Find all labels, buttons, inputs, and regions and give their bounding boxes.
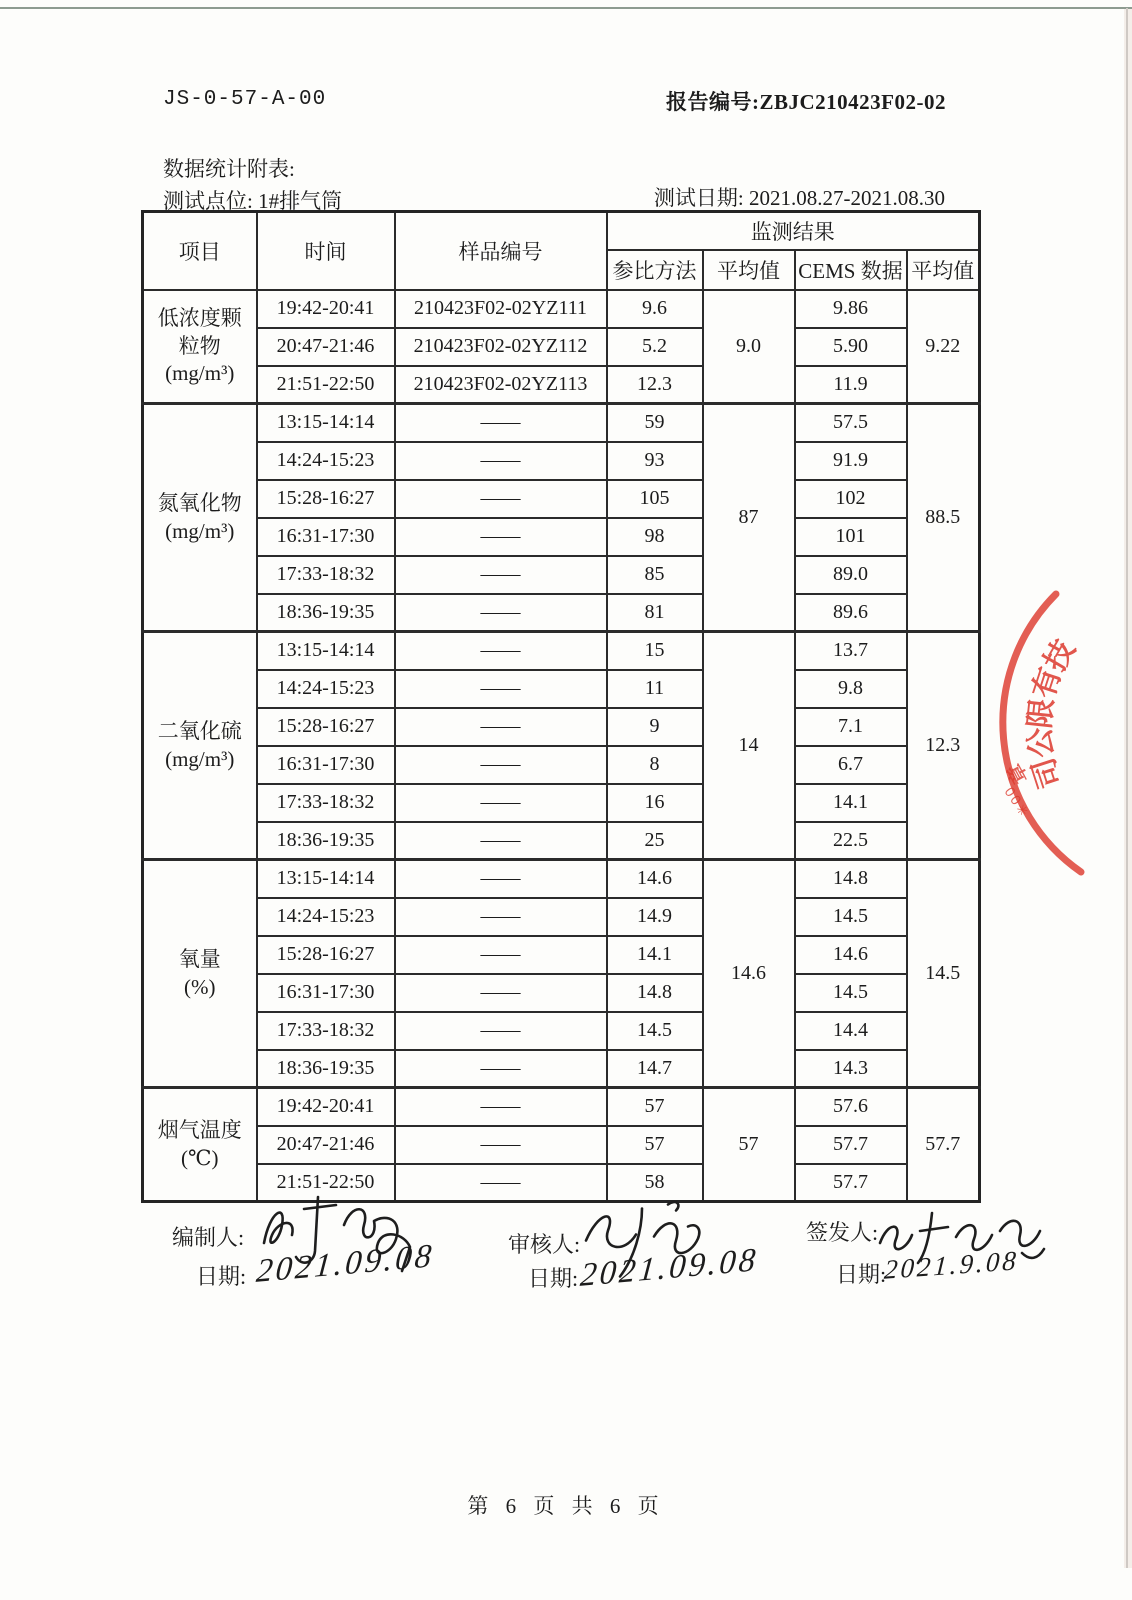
issuer-date: 2021.9.08 — [883, 1245, 1020, 1285]
ref-value-cell: 5.2 — [607, 328, 703, 366]
company-stamp-inner-char: 章 — [1003, 759, 1033, 788]
issuer-date-label: 日期: — [836, 1262, 887, 1287]
sample-cell: —— — [395, 404, 607, 442]
ref-value-cell: 14.9 — [607, 898, 703, 936]
table-row — [143, 1088, 980, 1126]
item-cell: 氧量 (%) — [143, 860, 257, 1088]
cems-value-cell: 57.7 — [795, 1126, 907, 1164]
sample-cell: —— — [395, 708, 607, 746]
time-cell: 20:47-21:46 — [257, 1126, 395, 1164]
ref-value-cell: 14.7 — [607, 1050, 703, 1088]
sample-cell: —— — [395, 632, 607, 670]
cems-value-cell: 89.6 — [795, 594, 907, 632]
col-header-ref-method: 参比方法 — [607, 250, 703, 290]
table-body — [143, 290, 980, 1202]
ref-value-cell: 25 — [607, 822, 703, 860]
table-row — [143, 784, 980, 822]
cems-value-cell: 57.5 — [795, 404, 907, 442]
table-row — [143, 746, 980, 784]
cems-value-cell: 9.8 — [795, 670, 907, 708]
company-stamp-char: 限 — [1023, 696, 1060, 731]
item-cell: 烟气温度 (℃) — [143, 1088, 257, 1202]
company-stamp-char: 技 — [1038, 634, 1082, 677]
sample-cell: —— — [395, 746, 607, 784]
cems-value-cell: 14.3 — [795, 1050, 907, 1088]
test-point: 测试点位: 1#排气筒 — [163, 189, 343, 213]
cems-avg-cell: 57.7 — [907, 1088, 980, 1202]
sample-cell: 210423F02-02YZ112 — [395, 328, 607, 366]
sample-cell: —— — [395, 860, 607, 898]
cems-avg-cell: 88.5 — [907, 404, 980, 632]
table-row — [143, 1012, 980, 1050]
ref-value-cell: 12.3 — [607, 366, 703, 404]
cems-value-cell: 14.8 — [795, 860, 907, 898]
table-row — [143, 404, 980, 442]
item-cell: 氮氧化物 (mg/m³) — [143, 404, 257, 632]
ref-avg-cell: 14 — [703, 632, 795, 860]
time-cell: 18:36-19:35 — [257, 1050, 395, 1088]
table-row — [143, 1126, 980, 1164]
col-header-item: 项目 — [143, 212, 257, 290]
table-row — [143, 556, 980, 594]
ref-value-cell: 58 — [607, 1164, 703, 1202]
ref-value-cell: 16 — [607, 784, 703, 822]
ref-value-cell: 85 — [607, 556, 703, 594]
table-row — [143, 936, 980, 974]
ref-value-cell: 105 — [607, 480, 703, 518]
time-cell: 14:24-15:23 — [257, 670, 395, 708]
table-row — [143, 328, 980, 366]
sample-cell: —— — [395, 822, 607, 860]
time-cell: 15:28-16:27 — [257, 480, 395, 518]
col-header-sample: 样品编号 — [395, 212, 607, 290]
company-stamp-serial: ✳00 — [1000, 782, 1033, 820]
table-row — [143, 898, 980, 936]
table-row — [143, 632, 980, 670]
cems-value-cell: 102 — [795, 480, 907, 518]
cems-value-cell: 14.1 — [795, 784, 907, 822]
cems-value-cell: 22.5 — [795, 822, 907, 860]
table-row — [143, 670, 980, 708]
cems-value-cell: 14.5 — [795, 898, 907, 936]
cems-value-cell: 7.1 — [795, 708, 907, 746]
scan-edge-line-top — [0, 7, 1132, 9]
time-cell: 21:51-22:50 — [257, 1164, 395, 1202]
ref-value-cell: 81 — [607, 594, 703, 632]
ref-value-cell: 14.6 — [607, 860, 703, 898]
sample-cell: —— — [395, 936, 607, 974]
cems-value-cell: 101 — [795, 518, 907, 556]
company-stamp-char: 有 — [1027, 663, 1068, 703]
time-cell: 19:42-20:41 — [257, 290, 395, 328]
ref-value-cell: 14.8 — [607, 974, 703, 1012]
monitoring-data-table — [141, 210, 981, 1203]
sample-cell: —— — [395, 670, 607, 708]
table-row — [143, 708, 980, 746]
time-cell: 16:31-17:30 — [257, 746, 395, 784]
company-stamp-char: 司 — [1027, 753, 1068, 793]
ref-value-cell: 98 — [607, 518, 703, 556]
ref-value-cell: 15 — [607, 632, 703, 670]
time-cell: 13:15-14:14 — [257, 632, 395, 670]
time-cell: 13:15-14:14 — [257, 404, 395, 442]
ref-avg-cell: 14.6 — [703, 860, 795, 1088]
time-cell: 19:42-20:41 — [257, 1088, 395, 1126]
sample-cell: —— — [395, 1012, 607, 1050]
table-row — [143, 974, 980, 1012]
cems-value-cell: 14.4 — [795, 1012, 907, 1050]
ref-avg-cell: 87 — [703, 404, 795, 632]
test-date: 测试日期: 2021.08.27-2021.08.30 — [653, 186, 945, 210]
table-row — [143, 518, 980, 556]
table-row — [143, 290, 980, 328]
cems-avg-cell: 12.3 — [907, 632, 980, 860]
cems-value-cell: 11.9 — [795, 366, 907, 404]
ref-value-cell: 9 — [607, 708, 703, 746]
table-row — [143, 1050, 980, 1088]
sample-cell: —— — [395, 1164, 607, 1202]
cems-value-cell: 13.7 — [795, 632, 907, 670]
sample-cell: —— — [395, 784, 607, 822]
time-cell: 16:31-17:30 — [257, 974, 395, 1012]
ref-value-cell: 57 — [607, 1088, 703, 1126]
sample-cell: —— — [395, 556, 607, 594]
time-cell: 21:51-22:50 — [257, 366, 395, 404]
cems-value-cell: 6.7 — [795, 746, 907, 784]
scan-edge-line-right — [1126, 8, 1128, 1568]
time-cell: 13:15-14:14 — [257, 860, 395, 898]
sample-cell: —— — [395, 442, 607, 480]
time-cell: 20:47-21:46 — [257, 328, 395, 366]
ref-value-cell: 57 — [607, 1126, 703, 1164]
col-header-time: 时间 — [257, 212, 395, 290]
page-number: 第 6 页 共 6 页 — [467, 1494, 665, 1518]
time-cell: 15:28-16:27 — [257, 936, 395, 974]
cems-value-cell: 89.0 — [795, 556, 907, 594]
cems-avg-cell: 9.22 — [907, 290, 980, 404]
item-cell: 二氧化硫 (mg/m³) — [143, 632, 257, 860]
time-cell: 14:24-15:23 — [257, 898, 395, 936]
table-row — [143, 366, 980, 404]
time-cell: 14:24-15:23 — [257, 442, 395, 480]
item-cell: 低浓度颗 粒物 (mg/m³) — [143, 290, 257, 404]
table-row — [143, 442, 980, 480]
cems-avg-cell: 14.5 — [907, 860, 980, 1088]
sample-cell: 210423F02-02YZ113 — [395, 366, 607, 404]
table-row — [143, 822, 980, 860]
time-cell: 17:33-18:32 — [257, 1012, 395, 1050]
time-cell: 16:31-17:30 — [257, 518, 395, 556]
ref-avg-cell: 9.0 — [703, 290, 795, 404]
reviewer-date-label: 日期: — [528, 1266, 579, 1291]
ref-value-cell: 9.6 — [607, 290, 703, 328]
table-row — [143, 480, 980, 518]
sample-cell: —— — [395, 1126, 607, 1164]
time-cell: 18:36-19:35 — [257, 594, 395, 632]
col-header-avg-cems: 平均值 — [907, 250, 980, 290]
time-cell: 17:33-18:32 — [257, 556, 395, 594]
table-row — [143, 860, 980, 898]
sample-cell: —— — [395, 974, 607, 1012]
preparer-label: 编制人: — [172, 1225, 245, 1250]
sample-cell: —— — [395, 594, 607, 632]
sample-cell: —— — [395, 898, 607, 936]
issuer-label: 签发人: — [806, 1220, 879, 1245]
company-stamp-char: 公 — [1023, 725, 1060, 760]
sample-cell: 210423F02-02YZ111 — [395, 290, 607, 328]
col-header-result-group: 监测结果 — [607, 212, 980, 250]
cems-value-cell: 14.6 — [795, 936, 907, 974]
ref-value-cell: 8 — [607, 746, 703, 784]
ref-value-cell: 59 — [607, 404, 703, 442]
time-cell: 17:33-18:32 — [257, 784, 395, 822]
sample-cell: —— — [395, 1050, 607, 1088]
ref-avg-cell: 57 — [703, 1088, 795, 1202]
sample-cell: —— — [395, 1088, 607, 1126]
cems-value-cell: 57.7 — [795, 1164, 907, 1202]
time-cell: 15:28-16:27 — [257, 708, 395, 746]
table-row — [143, 594, 980, 632]
col-header-cems: CEMS 数据 — [795, 250, 907, 290]
ref-value-cell: 14.1 — [607, 936, 703, 974]
cems-value-cell: 57.6 — [795, 1088, 907, 1126]
cems-value-cell: 5.90 — [795, 328, 907, 366]
ref-value-cell: 14.5 — [607, 1012, 703, 1050]
cems-value-cell: 91.9 — [795, 442, 907, 480]
cems-value-cell: 14.5 — [795, 974, 907, 1012]
reviewer-label: 审核人: — [508, 1232, 581, 1257]
time-cell: 18:36-19:35 — [257, 822, 395, 860]
sample-cell: —— — [395, 480, 607, 518]
cems-value-cell: 9.86 — [795, 290, 907, 328]
preparer-date-label: 日期: — [196, 1264, 247, 1289]
ref-value-cell: 93 — [607, 442, 703, 480]
ref-value-cell: 11 — [607, 670, 703, 708]
doc-code: JS-0-57-A-00 — [163, 88, 327, 111]
appendix-title: 数据统计附表: — [163, 157, 295, 181]
reviewer-date: 2021.09.08 — [578, 1242, 760, 1294]
col-header-avg-ref: 平均值 — [703, 250, 795, 290]
sample-cell: —— — [395, 518, 607, 556]
preparer-date: 2021.09.08 — [254, 1238, 436, 1290]
report-number: 报告编号:ZBJC210423F02-02 — [666, 90, 946, 114]
